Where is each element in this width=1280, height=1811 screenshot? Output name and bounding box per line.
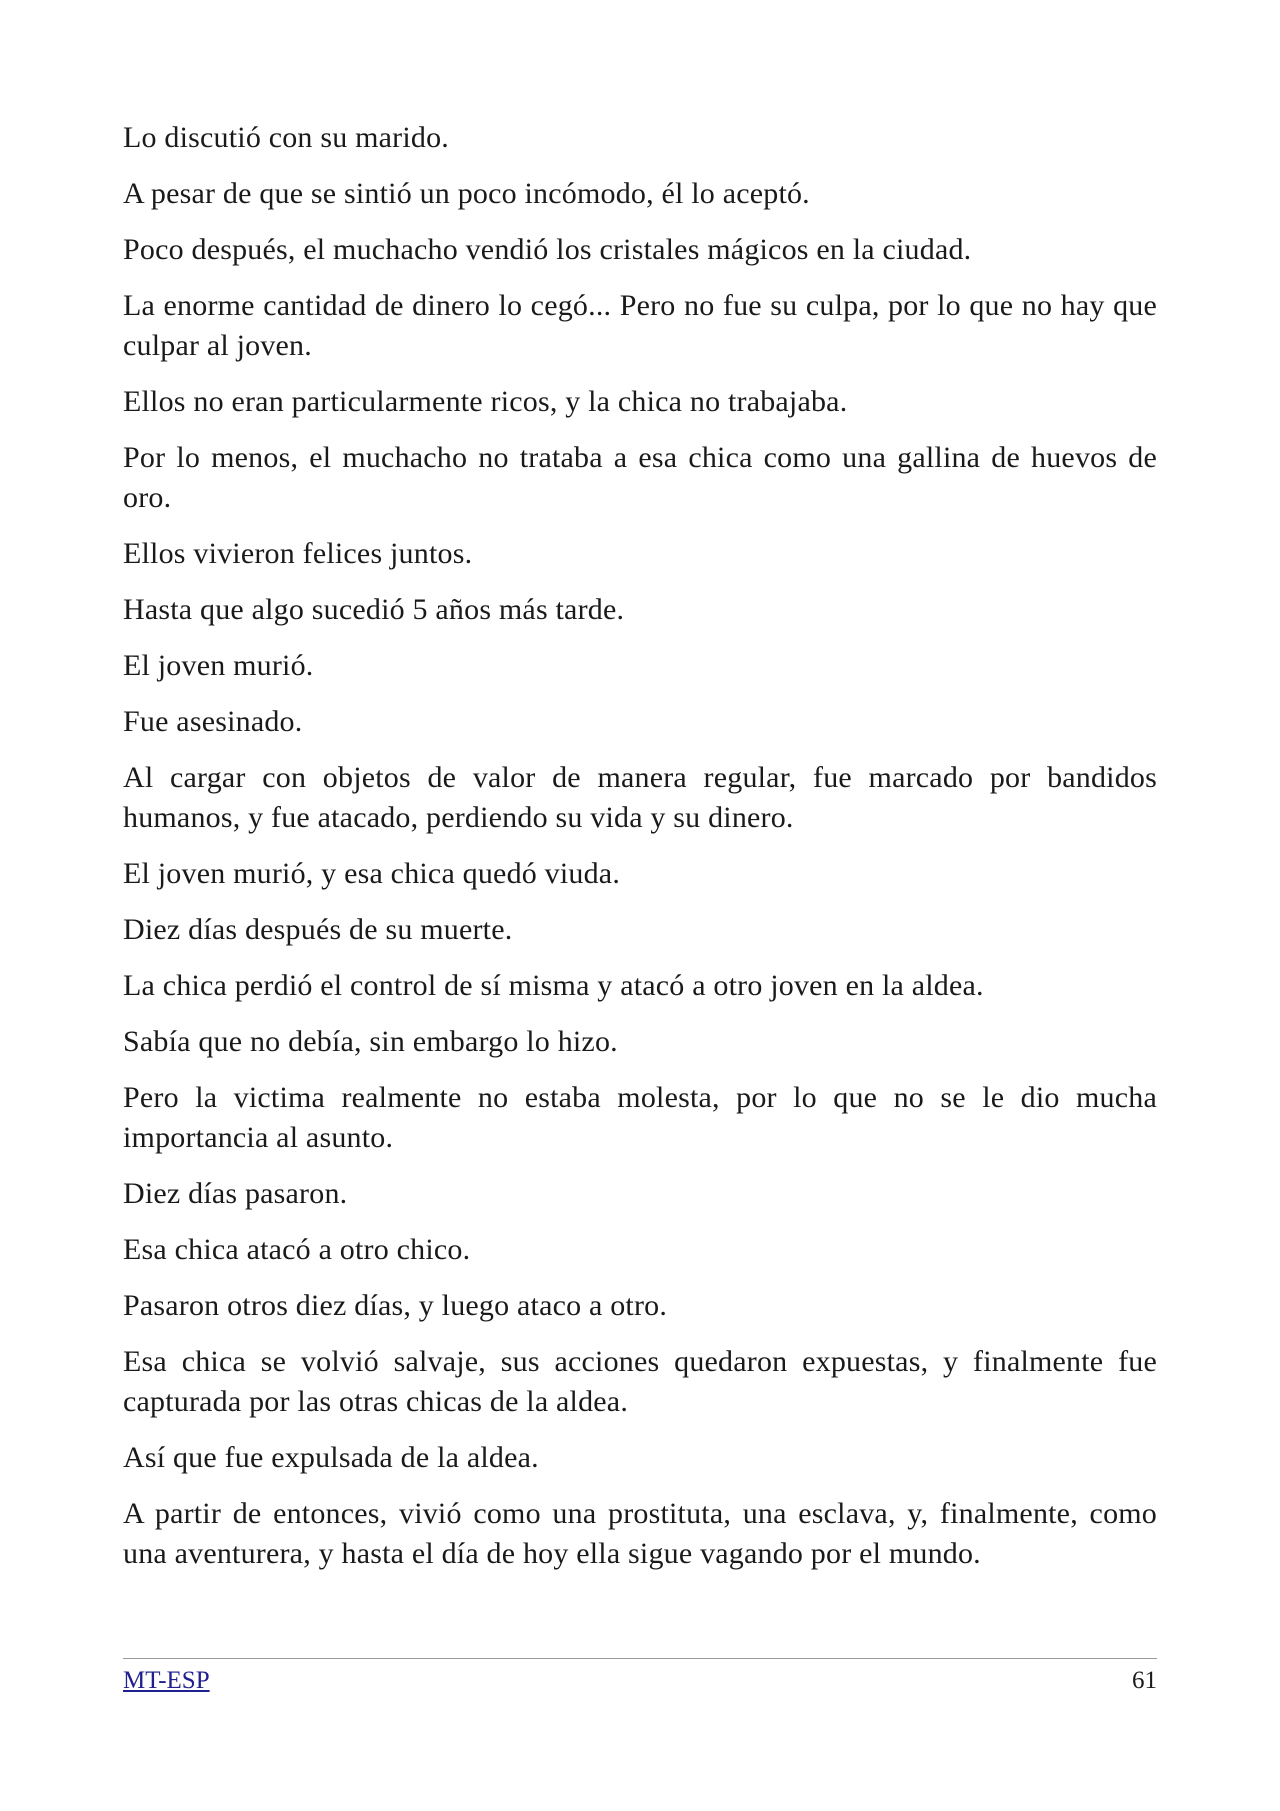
- paragraph: El joven murió, y esa chica quedó viuda.: [123, 857, 621, 890]
- paragraph: Por lo menos, el muchacho no trataba a esa chica como una gallina de huevos de oro.: [123, 441, 1157, 514]
- paragraph: Así que fue expulsada de la aldea.: [123, 1441, 539, 1474]
- paragraph: La enorme cantidad de dinero lo cegó... Pero no fue su culpa, por lo que no hay que culpar al joven.: [123, 289, 1157, 362]
- paragraph: Hasta que algo sucedió 5 años más tarde.: [123, 593, 625, 626]
- document-body: [123, 118, 1157, 1590]
- footer-link[interactable]: MT-ESP: [123, 1667, 210, 1694]
- paragraph: Lo discutió con su marido.: [123, 121, 449, 154]
- paragraph: Diez días después de su muerte.: [123, 913, 513, 946]
- paragraph: Esa chica se volvió salvaje, sus acciones quedaron expuestas, y finalmente fue capturada por las otras chicas de la aldea.: [123, 1345, 1157, 1418]
- paragraph: Pero la victima realmente no estaba molesta, por lo que no se le dio mucha importancia al asunto.: [123, 1081, 1157, 1154]
- paragraph: Esa chica atacó a otro chico.: [123, 1233, 471, 1266]
- page-number: 61: [1132, 1667, 1157, 1694]
- paragraph: Al cargar con objetos de valor de manera regular, fue marcado por bandidos humanos, y fue atacado, perdiendo su vida y su dinero.: [123, 761, 1157, 834]
- paragraph: A partir de entonces, vivió como una prostituta, una esclava, y, finalmente, como una aventurera, y hasta el día de hoy ella sigue vagando por el mundo.: [123, 1497, 1157, 1570]
- paragraph: Pasaron otros diez días, y luego ataco a otro.: [123, 1289, 668, 1322]
- paragraph: El joven murió.: [123, 649, 314, 682]
- paragraph: A pesar de que se sintió un poco incómodo, él lo aceptó.: [123, 177, 810, 210]
- paragraph: Ellos vivieron felices juntos.: [123, 537, 473, 570]
- paragraph: Diez días pasaron.: [123, 1177, 348, 1210]
- page-footer: [123, 1658, 1157, 1697]
- paragraph: La chica perdió el control de sí misma y atacó a otro joven en la aldea.: [123, 969, 984, 1002]
- paragraph: Ellos no eran particularmente ricos, y la chica no trabajaba.: [123, 385, 848, 418]
- paragraph: Sabía que no debía, sin embargo lo hizo.: [123, 1025, 618, 1058]
- paragraph: Fue asesinado.: [123, 705, 303, 738]
- paragraph: Poco después, el muchacho vendió los cristales mágicos en la ciudad.: [123, 233, 972, 266]
